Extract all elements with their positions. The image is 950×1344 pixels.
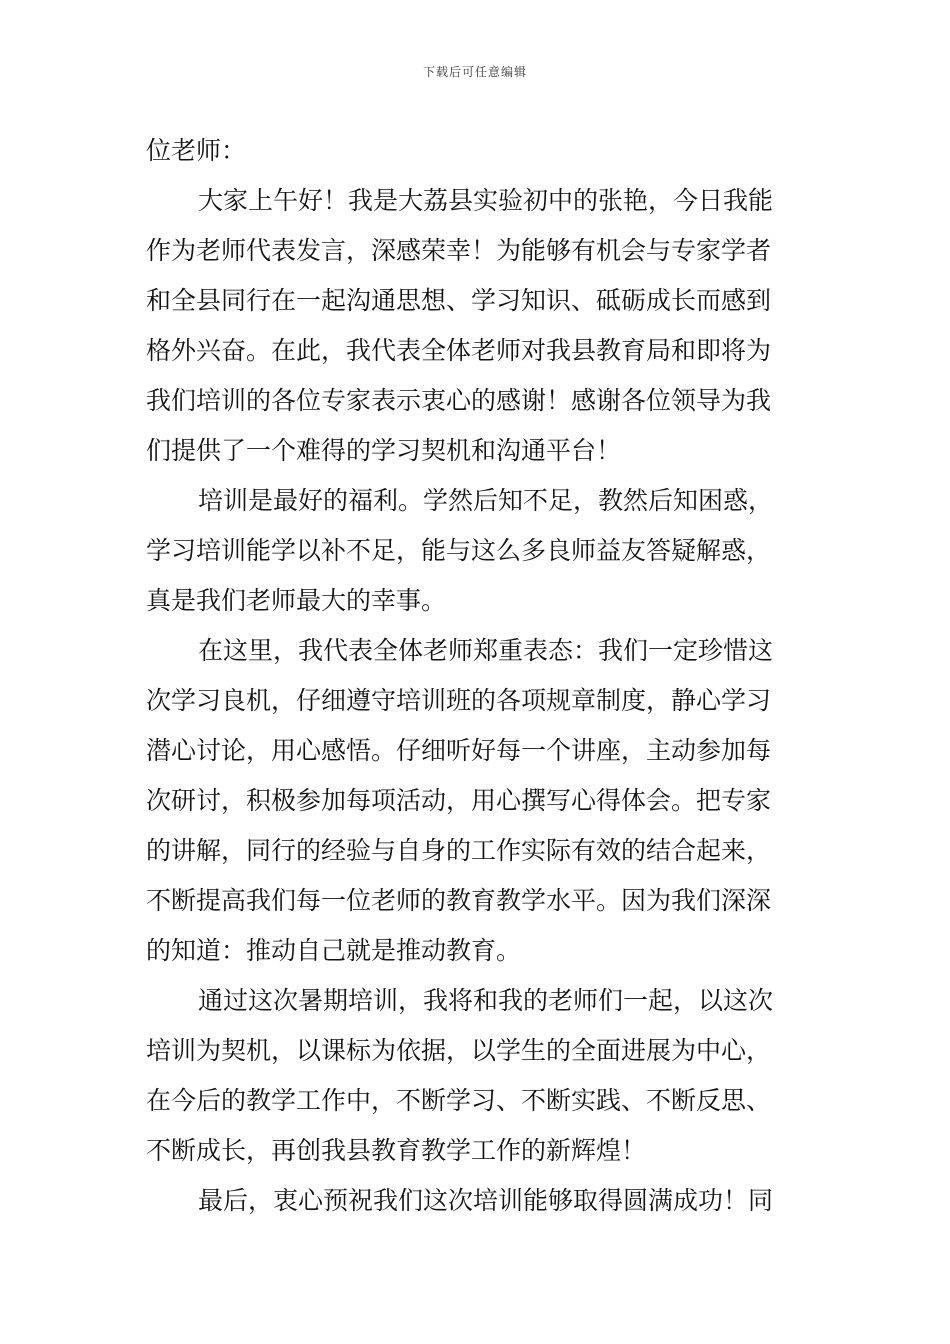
text-line: 和全县同行在一起沟通思想、学习知识、砥砺成长而感到 (146, 286, 772, 315)
text-line: 学习培训能学以补不足，能与这么多良师益友答疑解惑， (146, 536, 772, 565)
text-line: 潜心讨论，用心感悟。仔细听好每一个讲座，主动参加每 (146, 736, 772, 765)
text-line: 我们培训的各位专家表示衷心的感谢！感谢各位领导为我 (146, 386, 772, 415)
text-line: 通过这次暑期培训，我将和我的老师们一起，以这次 (198, 986, 774, 1015)
text-line: 培训是最好的福利。学然后知不足，教然后知困惑， (198, 486, 774, 515)
text-line: 的讲解，同行的经验与自身的工作实际有效的结合起来， (146, 836, 772, 865)
text-line: 在这里，我代表全体老师郑重表态：我们一定珍惜这 (198, 636, 774, 665)
text-line: 不断成长，再创我县教育教学工作的新辉煌！ (146, 1136, 647, 1165)
text-line: 位老师： (146, 136, 247, 165)
text-line: 最后，衷心预祝我们这次培训能够取得圆满成功！同 (198, 1186, 774, 1215)
text-line: 的知道：推动自己就是推动教育。 (146, 936, 522, 965)
text-line: 在今后的教学工作中，不断学习、不断实践、不断反思、 (146, 1086, 772, 1115)
document-body (146, 126, 808, 1226)
text-line: 大家上午好！我是大荔县实验初中的张艳，今日我能 (198, 186, 774, 215)
text-line: 们提供了一个难得的学习契机和沟通平台！ (146, 436, 622, 465)
text-line: 真是我们老师最大的幸事。 (146, 586, 447, 615)
text-line: 培训为契机，以课标为依据，以学生的全面进展为中心， (146, 1036, 772, 1065)
text-line: 次研讨，积极参加每项活动，用心撰写心得体会。把专家 (146, 786, 772, 815)
text-line: 格外兴奋。在此，我代表全体老师对我县教育局和即将为 (146, 336, 772, 365)
text-line: 作为老师代表发言，深感荣幸！为能够有机会与专家学者 (146, 236, 772, 265)
text-line: 不断提高我们每一位老师的教育教学水平。因为我们深深 (146, 886, 772, 915)
text-line: 次学习良机，仔细遵守培训班的各项规章制度，静心学习 (146, 686, 772, 715)
page-header-note: 下载后可任意编辑 (422, 65, 527, 79)
